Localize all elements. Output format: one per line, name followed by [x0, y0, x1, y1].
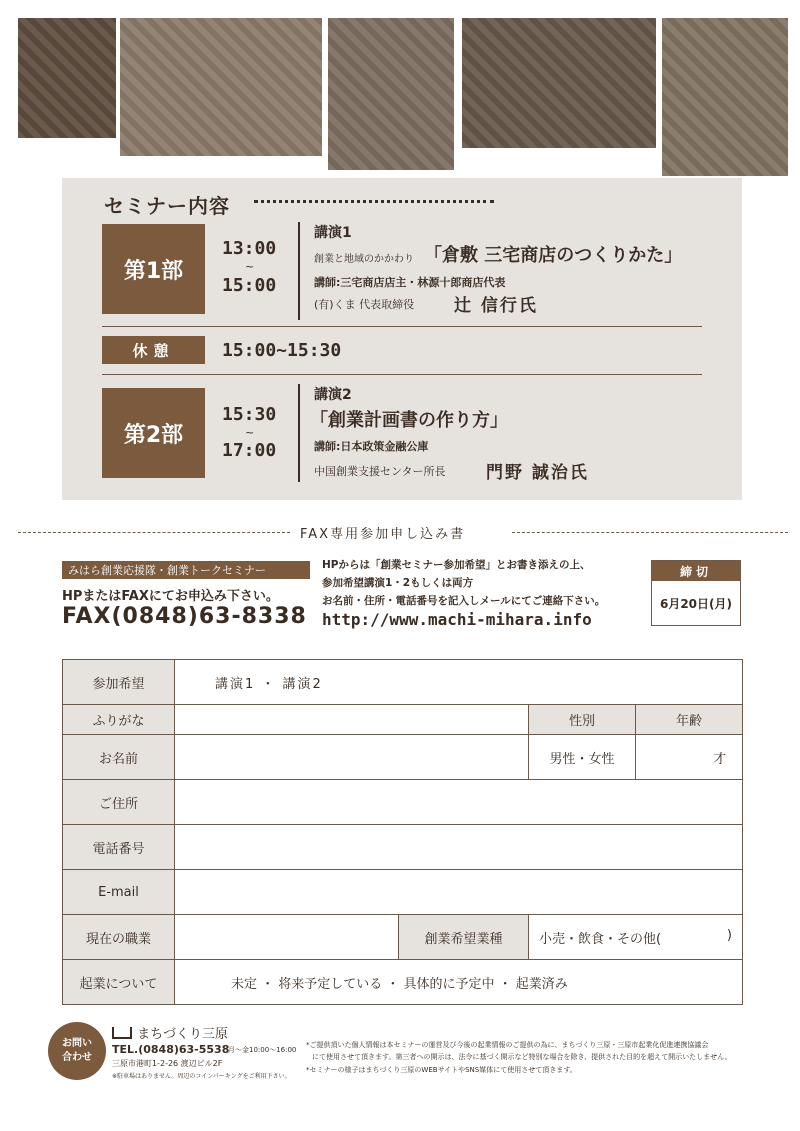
- phone-field[interactable]: [175, 825, 743, 870]
- lecture1-speaker-role1: 講師:三宅商店店主・林源十郎商店代表: [314, 276, 506, 289]
- name-label: お名前: [63, 735, 175, 780]
- age-label: 年齢: [636, 705, 743, 735]
- badge-line2: 合わせ: [62, 1052, 92, 1063]
- break-time: 15:00~15:30: [222, 340, 342, 361]
- application-form: [62, 659, 743, 1005]
- seminar-tag: みはら創業応援隊・創業トークセミナー: [62, 561, 310, 579]
- lecture1-speaker-name: 辻 信行氏: [454, 296, 538, 316]
- deadline-date: 6月20日(月): [659, 597, 733, 611]
- parking-note: ※駐車場はありません。周辺のコインパーキングをご利用下さい。: [112, 1073, 291, 1080]
- photo-cafe-interior: [120, 18, 322, 156]
- furigana-field[interactable]: [175, 705, 529, 735]
- seminar-section-title: セミナー内容: [104, 194, 230, 218]
- cut-line-left: [18, 532, 290, 533]
- age-unit[interactable]: 才: [636, 735, 743, 780]
- part1-tilde: ~: [245, 260, 255, 273]
- hp-instruction-line2: 参加希望講演1・2もしくは両方: [322, 577, 474, 589]
- seminar-content-panel: [62, 178, 742, 500]
- rule-below-break: [102, 374, 702, 375]
- job-label: 現在の職業: [63, 915, 175, 960]
- name-field[interactable]: [175, 735, 529, 780]
- part1-end-time: 15:00: [222, 275, 277, 296]
- rule-above-break: [102, 326, 702, 327]
- participation-label: 参加希望: [63, 660, 175, 705]
- org-name: まちづくり三原: [137, 1027, 228, 1042]
- part2-end-time: 17:00: [222, 440, 277, 461]
- contact-hours: 月〜金10:00〜16:00: [228, 1046, 297, 1054]
- address-label: ご住所: [63, 780, 175, 825]
- privacy-note-line1: *ご提供頂いた個人情報は本セミナーの運営及び今後の起業情報のご提供の為に、まちづくり三原・三原市起業化促進連携協議会: [306, 1041, 709, 1049]
- phone-label: 電話番号: [63, 825, 175, 870]
- part2-start-time: 15:30: [222, 404, 277, 425]
- photo-strip: [18, 18, 788, 178]
- logo-mark-icon: [112, 1027, 132, 1039]
- badge-line1: お問い: [62, 1038, 92, 1049]
- part1-start-time: 13:00: [222, 238, 277, 259]
- industry-field[interactable]: [529, 915, 743, 960]
- startup-label: 起業について: [63, 960, 175, 1005]
- furigana-label: ふりがな: [63, 705, 175, 735]
- contact-badge: [48, 1022, 106, 1080]
- break-label: 休憩: [102, 336, 205, 364]
- photo-old-house: [662, 18, 788, 176]
- gender-options[interactable]: 男性・女性: [529, 735, 636, 780]
- lecture1-number: 講演1: [314, 225, 352, 241]
- privacy-note-line2: にて使用させて頂きます。第三者への開示は、法令に基づく開示など特別な場合を除き、提供された目的を超えて開示いたしません。: [312, 1053, 732, 1061]
- deadline-box: [651, 560, 741, 626]
- lecture2-title: 「創業計画書の作り方」: [310, 410, 508, 431]
- hp-instruction-line3: お名前・住所・電話番号を記入しメールにてご連絡下さい。: [322, 595, 606, 607]
- lecture1-subtitle: 創業と地域のかかわり: [314, 254, 414, 265]
- photo-shop-front: [462, 18, 656, 148]
- deadline-label: 締切: [652, 561, 740, 581]
- gender-label: 性別: [529, 705, 636, 735]
- part2-label: 第2部: [102, 388, 205, 478]
- part1-label: 第1部: [102, 224, 205, 314]
- lecture1-title: 「倉敷 三宅商店のつくりかた」: [424, 245, 683, 266]
- part2-divider: [298, 384, 300, 482]
- cut-line-right: [512, 532, 788, 533]
- apply-note: HPまたはFAXにてお申込み下さい。: [62, 589, 279, 604]
- lecture2-speaker-role1: 講師:日本政策金融公庫: [314, 440, 429, 453]
- photo-usage-note: *セミナーの様子はまちづくり三原のWEBサイトやSNS媒体にて使用させて頂きます。: [306, 1066, 577, 1074]
- title-dotted-rule: [254, 200, 494, 203]
- email-field[interactable]: [175, 870, 743, 915]
- industry-close-paren: ): [726, 927, 732, 943]
- website-url[interactable]: http://www.machi-mihara.info: [322, 610, 592, 629]
- lecture2-speaker-name: 門野 誠治氏: [486, 463, 589, 483]
- address-field[interactable]: [175, 780, 743, 825]
- contact-address: 三原市港町1-2-26 渡辺ビル2F: [112, 1059, 223, 1068]
- part1-divider: [298, 222, 300, 320]
- org-logo: [112, 1022, 228, 1042]
- hp-instruction-line1: HPからは「創業セミナー参加希望」とお書き添えの上、: [322, 559, 591, 571]
- participation-options[interactable]: 講演1 ・ 講演2: [175, 660, 743, 705]
- contact-tel: TEL.(0848)63-5538: [112, 1043, 230, 1056]
- lecture2-number: 講演2: [314, 387, 352, 403]
- desired-industry-label: 創業希望業種: [399, 915, 529, 960]
- startup-options[interactable]: 未定 ・ 将来予定している ・ 具体的に予定中 ・ 起業済み: [175, 960, 743, 1005]
- fax-form-header: FAX専用参加申し込み書: [300, 527, 466, 542]
- photo-food: [18, 18, 116, 138]
- industry-options: 小売・飲食・その他(: [539, 931, 662, 947]
- lecture2-speaker-role2: 中国創業支援センター所長: [314, 465, 446, 478]
- job-field[interactable]: [175, 915, 399, 960]
- part2-tilde: ~: [245, 426, 255, 439]
- photo-street: [328, 18, 454, 170]
- lecture1-speaker-role2: (有)くま 代表取締役: [314, 298, 415, 311]
- email-label: E-mail: [63, 870, 175, 915]
- fax-number: FAX(0848)63-8338: [62, 604, 307, 629]
